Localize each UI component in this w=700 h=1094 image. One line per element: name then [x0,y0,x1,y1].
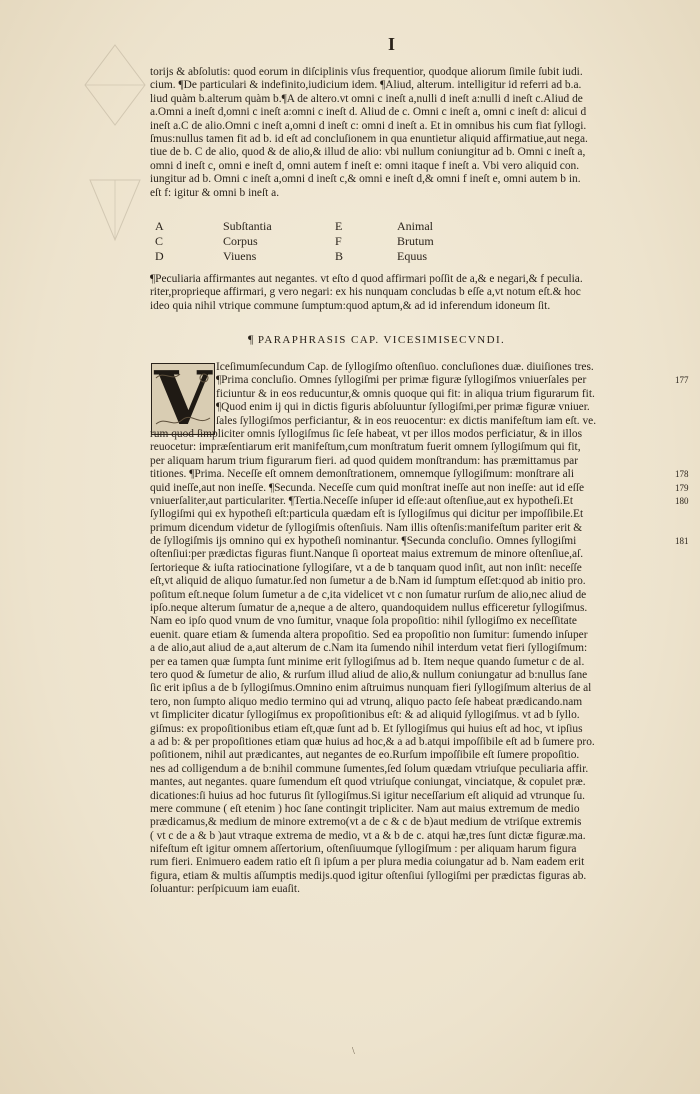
text-line: ipſo.neque alterum ſumatur de a,neque a de altero, quandoquidem nullus efficeretur ſyllogiſmus. [150,602,588,615]
table-cell: Brutum [397,234,434,248]
text-line: nes ad colligendum a de b:nihil commune ſumentes,ſed ſolum quædam vtriuſque peculiaria affir. [150,762,589,775]
table-cell: Equus [397,249,427,263]
text-line: ¶Prima concluſio. Omnes ſyllogiſmi per primæ figuræ ſyllogiſmos vniuerſales per [216,374,587,387]
text-line: primum dicendum videtur de ſyllogiſmis oſtenſiuis. Nam illis oſtenſis:manifeſtum pariter erit & [150,521,583,534]
text-line: per aliquam harum trium figurarum fieri. ad quod quidem monſtrandum: has præmittamus par [150,454,578,467]
text-line: ideo quia nihil vtrique commune ſumptum:quod aptum,& ad id inferendum idoneum ſit. [150,299,551,312]
margin-number: 179 [675,482,689,493]
text-line: nifeſtum eſt igitur omnem aſſertorium, oſtenſiuumque ſyllogiſmum : per aliquam harum figura [150,843,577,856]
text-line: giſmus: ex propoſitionibus etiam eſt,quæ ſunt ad b. Et ſyllogiſmus qui huius eſt ad hoc, vt ipſius [150,722,583,735]
text-line: per ea tamen quæ ſumpta ſunt minime erit ſyllogiſmus ad b. Item neque quando ſumetur c de al. [150,655,585,668]
text-line: rum quod ſimpliciter omnis ſyllogiſmus ſic ſeſe habeat, vt per illos modos perficiatur, & in illos [150,427,583,440]
text-line: Iceſimumſecundum Cap. de ſyllogiſmo oſtenſiuo. concluſiones duæ. diuiſiones tres. [216,361,594,373]
top-paragraph [150,66,672,200]
text-line: mantes, aut negantes. quare ſumendum eſt quod vtriuſque coniungat, vinciatque, & copulet præ. [150,776,586,789]
text-line: tero quod & ſumetur de alio, & rurſum illud aliud de alio,& nullum coniungatur ad b:nullus ſane [150,668,588,681]
text-line: tiue de b. C de alio, quod & de alio,& illud de alio: vbi nullum coniungitur ad b. Omni c ineſt a, [150,146,586,159]
table-cell: Corpus [223,234,258,248]
text-line: de ſyllogiſmis ijs omnino qui ex hypotheſi nominantur. ¶Secunda concluſio. Omnes ſyllogiſmi [150,535,577,548]
text-line: a de alio,aut aliud de a,aut alterum de c.Nam ita ſumendo nihil interdum vetat fieri ſyllogiſmum: [150,642,588,655]
initial-letter: V [154,363,212,435]
table-cell: A [155,219,164,233]
text-line: oſtenſiui:per prædictas figuras fiunt.Nanque ſi oporteat maius extremum de minore oſtenſiue,aſ. [150,548,584,561]
table-cell: F [335,234,342,248]
text-line: vniuerſaliter,aut particulariter. ¶Tertia.Neceſſe inſuper id eſſe:aut oſtenſiue,aut ex hypotheſi.Et [150,494,573,507]
text-line: mere commune ( eſt etenim ) hoc ſane contingit tripliciter. Nam aut maius extremum de medio [150,802,580,815]
text-line: reuocetur: impræſentiarum erit manifeſtum,cum monſtratum fuerit omnem ſyllogiſmum qui fit, [150,441,581,454]
text-line: ¶Quod enim ij qui in dictis figuris abſoluuntur ſyllogiſmi,per primæ figuræ vniuer. [216,401,590,414]
text-line: iungitur ad b. Omni c ineſt a,omni d ineſt c,& omni e ineſt d,& omni f ineſt e, omni autem b in. [150,173,581,186]
text-line: a ad b: & per propoſitiones etiam quæ huius ad hoc,& a ad b.atqui impoſſibile eſt ad b ſumere pro. [150,735,595,748]
section-heading [248,332,505,347]
table-row [155,249,515,264]
section-heading-text: PARAPHRASIS CAP. VICESIMISECVNDI. [257,334,506,346]
table-cell: Subſtantia [223,219,272,233]
margin-number: 177 [675,375,689,386]
margin-number: 178 [675,469,689,480]
table-cell: E [335,219,343,233]
text-line: dicationes:ſi huius ad hoc futurus ſit ſyllogiſmus.Si igitur neceſſarium eſt aliquid ad vtrunque ſu. [150,789,585,802]
text-line: ficiuntur & in eos reducuntur,& omnis quoque qui fit: in aliqua trium figurarum fit. [216,387,595,400]
text-line: rum fieri. Enimuero eadem ratio eſt ſi ipſum a per plura media coiungatur ad b. Nam eadem erit [150,856,585,869]
text-line: ſales ſyllogiſmos perficiantur, & in eos reuocentur: ex dictis manifeſtum iam eſt. ve. [216,414,597,427]
peculiaria-paragraph [150,273,672,313]
text-line: prædicamus,& medium de minore extremo(vt a de c & c de b)aut medium de vtriſque extremis [150,816,582,829]
text-line: poſitionem, nihil aut prædicantes, aut negantes de eo.Rurſum impoſſibile eſt ſumere propoſitio. [150,749,580,762]
text-line: ſoluantur: perſpicuum iam euaſit. [150,883,300,896]
text-line: eſt f: igitur & omni b ineſt a. [150,186,280,199]
text-line: torijs & abſolutis: quod eorum in diſciplinis vſus frequentior, quodque aliorum ſimile ſubit iudi. [150,66,583,78]
text-line: tero, non ſumpto aliquo medio termino qui ad vtrunq, aliquo pacto ſeſe habeat prædicando.nam [150,695,583,708]
margin-number: 181 [675,536,689,547]
text-line: ſyllogiſmi qui ex hypotheſi eſt:particula quædam eſt is ſyllogiſmus qui dicitur per impoſſibile.Et [150,508,584,521]
text-line: titiones. ¶Prima. Neceſſe eſt omnem demonſtrationem, omnemque ſyllogiſmum: monſtrare ali [150,468,574,481]
main-paragraph [150,361,672,897]
text-line: ¶Peculiaria affirmantes aut negantes. vt eſto d quod affirmari poſſit de a,& e negari,& f peculia. [150,273,583,285]
text-line: cium. ¶De particulari & indefinito,iudicium idem. ¶Aliud, alterum. intelligitur id referri ad b.a. [150,79,582,92]
show-through-diagram [80,40,150,260]
text-line: a.Omni a ineſt d,omni c ineſt a:omni c ineſt d. Aliud de c. Omni c ineſt a, omni c ineſt d: alicui d [150,106,587,119]
table-cell: D [155,249,164,263]
text-line: quid ineſſe,aut non ineſſe. ¶Secunda. Neceſſe cum quid monſtrat ineſſe aut non ineſſe: aut id eſſe [150,481,585,494]
text-line: euenit. quare etiam & ſumenda altera propoſitio. Sed ea propoſitio non ſumitur: ſumendo inſuper [150,628,588,641]
text-line: vt ſimpliciter dicatur ſyllogiſmus ex propoſitionibus eſt: & ad aliquid ſyllogiſmus. vt ad b ſyllo. [150,709,580,722]
text-line: liud quàm b.alterum quàm b.¶A de altero.vt omni c ineſt a,nulli d ineſt a:nulli d ineſt c.Aliud de [150,92,583,105]
text-line: eſt,vt aliquid de aliquo ſumatur.ſed non ſumetur a de b.Nam id ſumptum eſſet:quod ab initio pro. [150,575,586,588]
table-cell: Animal [397,219,433,233]
table-row [155,234,515,249]
term-table [155,219,515,264]
text-line: riter,proprieque affirmari, g vero negari: ex his nunquam concludas b eſſe a,vt notum eſt.& hoc [150,286,581,299]
text-line: ſmus:nullus tamen fit ad b. id eſt ad concluſionem in qua enuntietur aliquid affirmatiue,aut nega. [150,132,588,145]
table-cell: C [155,234,164,248]
text-line: Nam eo ipſo quod vnum de vno ſumitur, vnaque ſola propoſitio: nihil ſyllogiſmo ex neceſſitate [150,615,577,628]
text-line: ſic erit ipſius a de b ſyllogiſmus.Omnino enim aſtruimus nunquam fieri ſyllogiſmum alterius de al [150,682,592,695]
table-cell: B [335,249,344,263]
text-line: omni d ineſt c, omni e ineſt d, omni autem f ineſt e: omni itaque f ineſt a. Vbi vero aliquid con. [150,159,580,172]
text-line: figura, etiam & multis aſſumptis medijs.quod igitur oſtenſiui ſyllogiſmi per prædictas figuras ab. [150,869,587,882]
page-folio: I [388,34,397,54]
margin-number: 180 [675,496,689,506]
pilcrow-icon: ¶ [248,332,255,346]
bottom-mark: \ [352,1046,355,1057]
text-line: ( vt c de a & b )aut vtraque extrema de medio, vt a & b de c. atqui hæ,tres ſunt dictæ figuræ.ma. [150,829,586,842]
text-line: ſertorieque & iuſta ratiocinatione ſyllogiſare, vt a de b tanquam quod inſit, aut non inſit: neceſſe [150,561,582,574]
text-line: poſitum eſt.neque ſolum ſumetur a de c,ita videlicet vt c non ſumatur rurſum de alio,nec aliud de [150,588,587,601]
text-line: ineſt a.C de alio.Omni c ineſt a,omni d ineſt c: omni d ineſt a. Et in omnibus his cum fiat ſyllogi. [150,119,587,132]
table-row [155,219,515,234]
table-cell: Viuens [223,249,257,263]
